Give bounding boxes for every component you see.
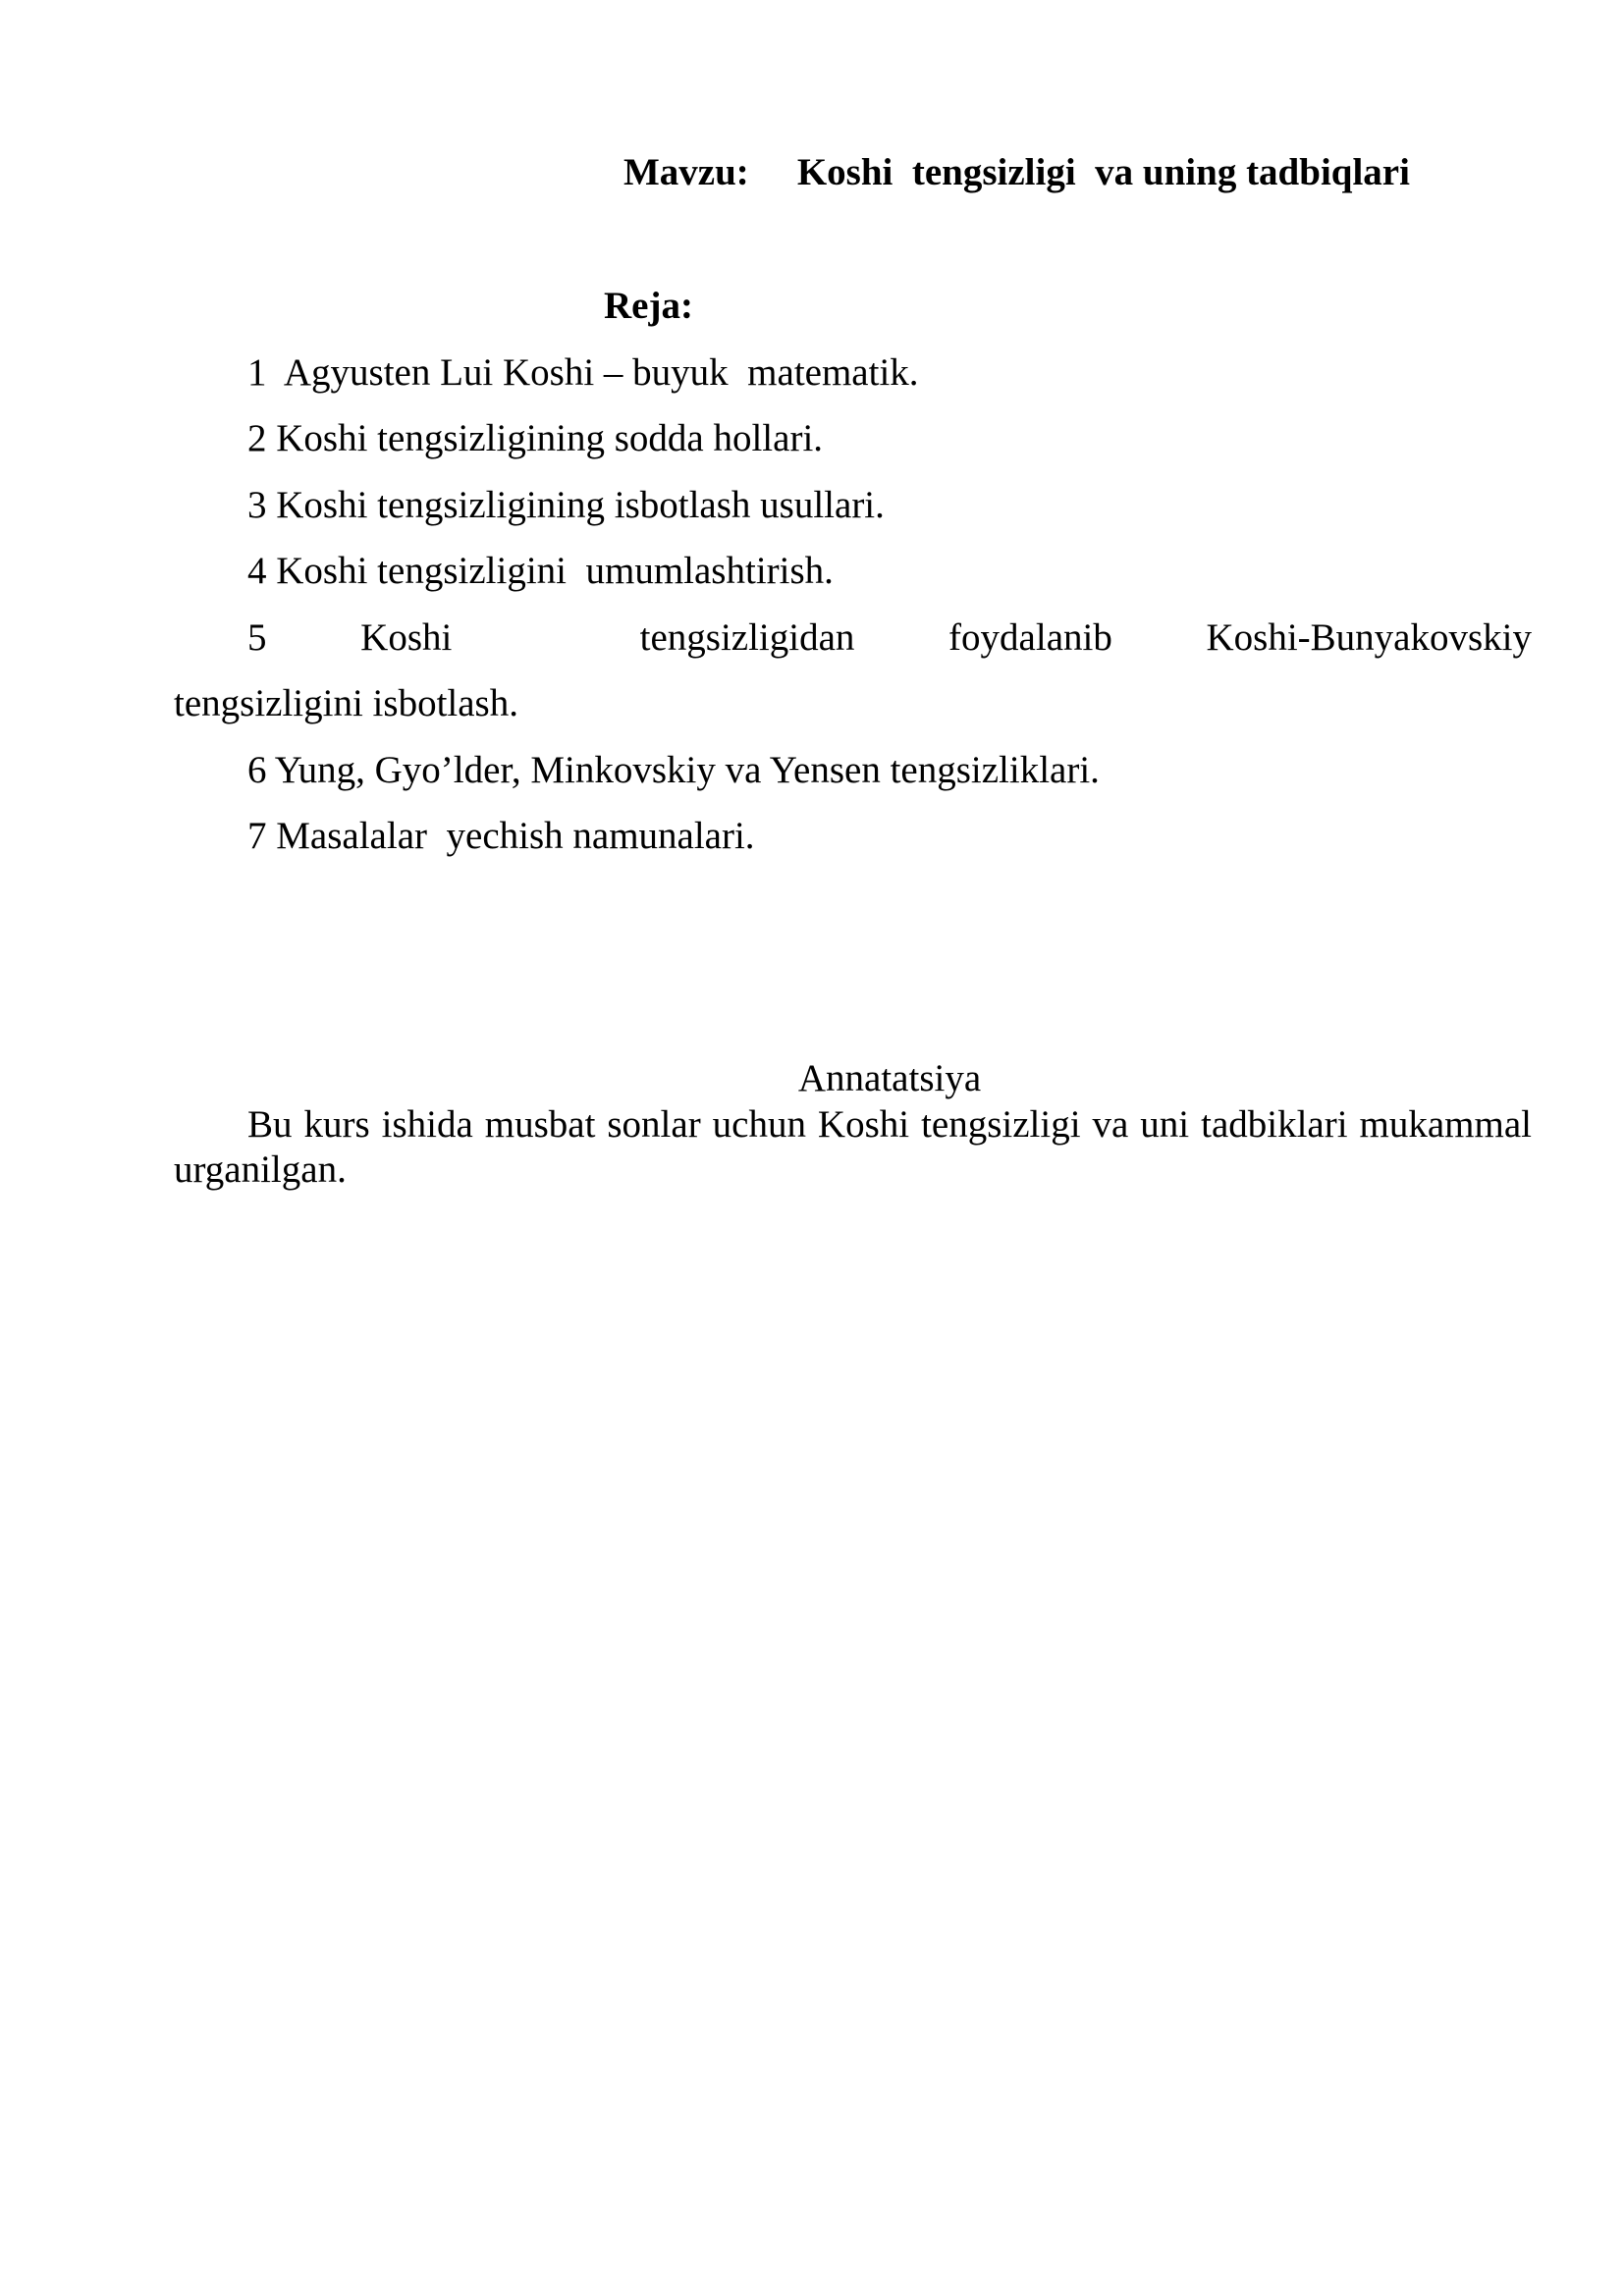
plan-item-2: 2 Koshi tengsizligining sodda hollari. — [247, 417, 824, 459]
plan-item-5-line-1: 5 Koshi tengsizligidan foydalanib Koshi-Bunyakovskiy — [247, 615, 1532, 659]
topic-heading — [623, 139, 1410, 206]
plan-item-5-line-2: tengsizligini isbotlash. — [174, 682, 518, 724]
plan-item-3: 3 Koshi tengsizligining isbotlash usullari. — [247, 483, 885, 526]
topic-label: Mavzu: — [623, 151, 749, 193]
plan-heading: Reja: — [604, 285, 693, 327]
annotation-section — [174, 1056, 1532, 1194]
plan-item-7: 7 Masalalar yechish namunalari. — [247, 815, 755, 857]
annotation-paragraph: Bu kurs ishida musbat sonlar uchun Koshi tengsizligi va uni tadbiklari mukammal urganilgan. — [174, 1102, 1532, 1191]
topic-title: Koshi tengsizligi va uning tadbiqlari — [796, 151, 1410, 193]
plan-item-4: 4 Koshi tengsizligini umumlashtirish. — [247, 550, 834, 592]
plan-item-1: 1 Agyusten Lui Koshi – buyuk matematik. — [247, 350, 919, 394]
annotation-heading: Annatatsiya — [797, 1057, 982, 1099]
plan-section — [174, 273, 1532, 870]
plan-item-6: 6 Yung, Gyo’lder, Minkovskiy va Yensen tengsizliklari. — [247, 748, 1100, 791]
